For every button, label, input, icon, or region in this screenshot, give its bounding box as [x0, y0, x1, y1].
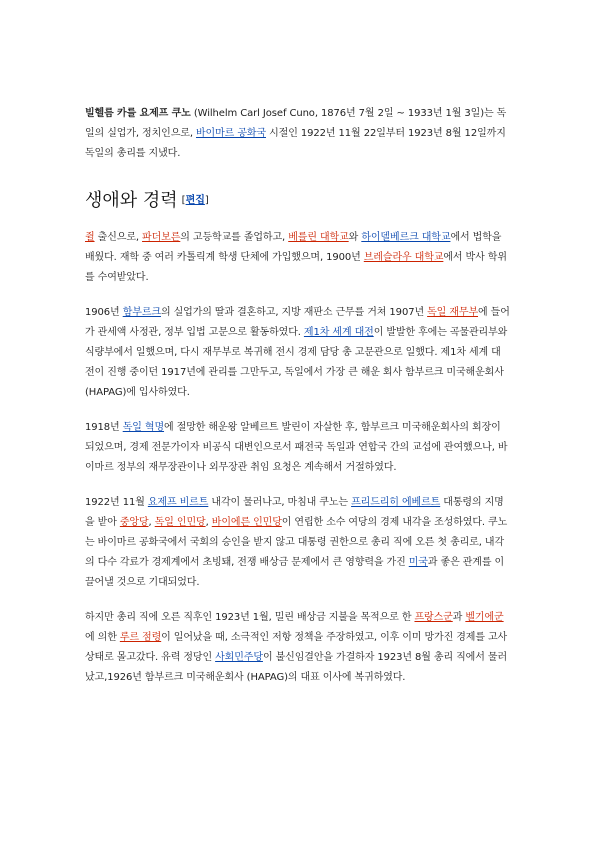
- link-bavarian-peoples-party[interactable]: 바이에른 인민당: [211, 517, 282, 528]
- link-french-army[interactable]: 프랑스군: [414, 612, 453, 623]
- link-german-peoples-party[interactable]: 독일 인민당: [154, 517, 206, 528]
- paragraph-hapag: 1918년 독일 혁명에 절망한 해운왕 알베르트 발린이 자살한 후, 함부르크 미국해운회사의 회장이 되었으며, 경제 전문가이자 비공식 대변인으로서 패전국 독일과 연합국 간의 교섭에 관여했으나, 바이마르 정부의 재무장관이나 외무장관 취임 요청은 계속해서 거절하였다.: [85, 422, 508, 473]
- paragraph-ruhr: 하지만 총리 직에 오른 직후인 1923년 1월, 밀린 배상금 지불을 목적으로 한 프랑스군과 벨기에군에 의한 루르 점령이 일어났을 때, 소극적인 저항 정책을 주장하였고, 이후 이미 망가진 경제를 고사 상태로 몰고갔다. 유력 정당인 사회민주당이 불신임결안을 가결하자 1923년 8월 총리 직에서 물러났고,1926년 함부르크 미국해운회사 (HAPAG)의 대표 이사에 복귀하였다.: [85, 612, 508, 683]
- link-hamburg[interactable]: 함부르크: [122, 307, 161, 318]
- link-finance-ministry[interactable]: 독일 재무부: [427, 307, 479, 318]
- link-joseph-wirth[interactable]: 요제프 비르트: [147, 497, 209, 508]
- link-breslau-university[interactable]: 브레슬라우 대학교: [363, 252, 444, 263]
- edit-link[interactable]: 편집: [185, 195, 205, 206]
- link-weimar-republic[interactable]: 바이마르 공화국: [196, 128, 266, 139]
- link-usa[interactable]: 미국: [408, 557, 428, 568]
- link-heidelberg-university[interactable]: 하이델베르크 대학교: [361, 232, 451, 243]
- link-ruhr-occupation[interactable]: 루르 점령: [119, 632, 162, 643]
- article-body: [85, 104, 510, 703]
- intro-paragraph: 빌헬름 카를 요제프 쿠노 (Wilhelm Carl Josef Cuno, 1876년 7월 2일 ~ 1933년 1월 3일)는 독일의 실업가, 정치인으로, 바이마르 공화국 시절인 1922년 11월 22일부터 1923년 8월 12일까지 독일의 총리를 지냈다.: [85, 108, 507, 159]
- link-german-revolution[interactable]: 독일 혁명: [122, 422, 165, 433]
- link-social-democratic-party[interactable]: 사회민주당: [215, 652, 263, 663]
- link-berlin-university[interactable]: 베를린 대학교: [288, 232, 349, 243]
- link-paderborn[interactable]: 파더보른: [142, 232, 181, 243]
- edit-section: [편집]: [181, 195, 209, 206]
- link-centre-party[interactable]: 중앙당: [119, 517, 149, 528]
- subject-name: 빌헬름 카를 요제프 쿠노: [85, 108, 191, 119]
- link-zell[interactable]: 쥘: [85, 232, 95, 243]
- link-friedrich-ebert[interactable]: 프리드리히 에베르트: [351, 497, 441, 508]
- link-belgian-army[interactable]: 벨기에군: [465, 612, 504, 623]
- paragraph-education: 쥘 출신으로, 파더보른의 고등학교를 졸업하고, 베를린 대학교와 하이델베르크 대학교에서 법학을 배웠다. 재학 중 여러 카톨릭계 학생 단체에 가입했으며, 1900년 브레슬라우 대학교에서 박사 학위를 수여받았다.: [85, 232, 507, 283]
- link-world-war-1[interactable]: 제1차 세계 대전: [303, 327, 374, 338]
- paragraph-chancellor: 1922년 11월 요제프 비르트 내각이 물러나고, 마침내 쿠노는 프리드리히 에베르트 대통령의 지명을 받아 중앙당, 독일 인민당, 바이에른 인민당이 연립한 소수 여당의 경제 내각을 조성하였다. 쿠노는 바이마르 공화국에서 국회의 승인을 받지 않고 대통령 권한으로 총리 직에 오른 첫 총리로, 내각의 다수 각료가 경제계에서 초빙돼, 전쟁 배상금 문제에서 큰 영향력을 가진 미국과 좋은 관계를 이끌어낼 것으로 기대되었다.: [85, 497, 508, 588]
- section-heading: [85, 186, 510, 216]
- paragraph-career: 1906년 함부르크의 실업가의 딸과 결혼하고, 지방 재판소 근무를 거쳐 1907년 독일 재무부에 들어가 관세액 사정관, 정부 입법 고문으로 활동하였다. 제1차 세계 대전이 발발한 후에는 곡물관리부와 식량부에서 일했으며, 다시 재무부로 복귀해 전시 경제 담당 총 고문관으로 일했다. 제1차 세계 대전이 진행 중이던 1917년에 관리를 그만두고, 독일에서 가장 큰 해운 회사 함부르크 미국해운회사 (HAPAG)에 입사하였다.: [85, 307, 510, 398]
- section-title: 생애와 경력: [85, 190, 178, 211]
